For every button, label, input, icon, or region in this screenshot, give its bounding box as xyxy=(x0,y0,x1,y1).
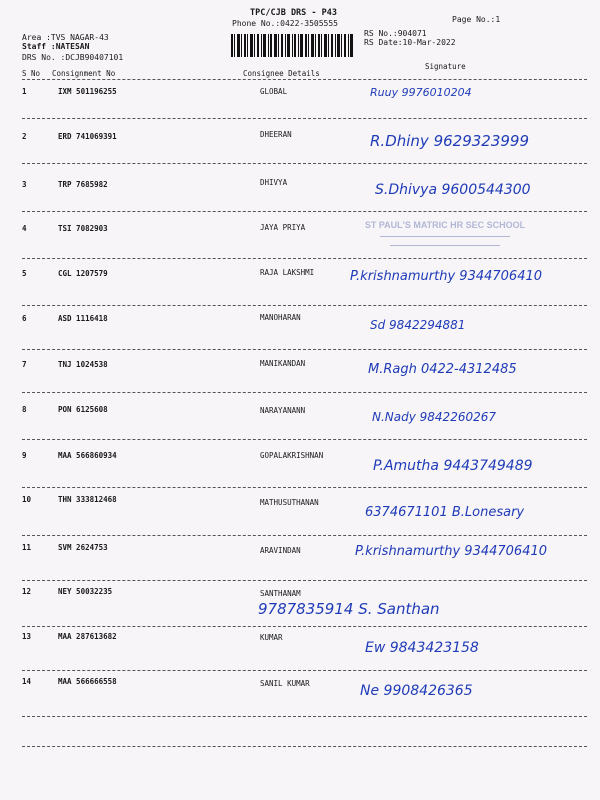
row-signature: 6374671101 B.Lonesary xyxy=(365,505,525,520)
header-divider xyxy=(22,79,587,80)
stamp-text: ST PAUL'S MATRIC HR SEC SCHOOL xyxy=(364,220,526,230)
row-sno: 6 xyxy=(22,314,27,323)
document-title: TPC/CJB DRS - P43 xyxy=(250,8,337,18)
row-signature: 9787835914 S. Santhan xyxy=(258,600,440,618)
staff-label: Staff :NATESAN xyxy=(22,42,90,51)
row-sno: 7 xyxy=(22,360,27,369)
row-consignment: MAA 566666558 xyxy=(58,677,117,686)
row-consignee: DHEERAN xyxy=(260,130,292,139)
row-signature: P.krishnamurthy 9344706410 xyxy=(350,269,543,284)
row-sno: 1 xyxy=(22,87,27,96)
row-consignment: TSI 7082903 xyxy=(58,224,108,233)
row-sno: 10 xyxy=(22,495,32,504)
row-consignment: IXM 501196255 xyxy=(58,87,117,96)
row-consignment: PON 6125608 xyxy=(58,405,108,414)
row-sno: 12 xyxy=(22,587,32,596)
row-signature: N.Nady 9842260267 xyxy=(372,410,497,424)
row-signature: Sd 9842294881 xyxy=(370,318,466,332)
row-consignment: CGL 1207579 xyxy=(58,269,108,278)
row-consignee: MATHUSUTHANAN xyxy=(260,498,319,507)
row-signature: M.Ragh 0422-4312485 xyxy=(368,362,517,377)
footer-divider xyxy=(22,746,587,747)
row-sno: 5 xyxy=(22,269,27,278)
row-sno: 4 xyxy=(22,224,27,233)
barcode-icon xyxy=(231,34,353,57)
row-consignee: SANTHANAM xyxy=(260,589,301,598)
column-consignee: Consignee Details xyxy=(243,69,320,78)
row-consignment: TNJ 1024538 xyxy=(58,360,108,369)
area-label: Area :TVS NAGAR-43 xyxy=(22,33,109,42)
row-consignment: THN 333812468 xyxy=(58,495,117,504)
row-sno: 2 xyxy=(22,132,27,141)
row-sno: 14 xyxy=(22,677,32,686)
page-number: Page No.:1 xyxy=(452,15,501,24)
row-consignment: ASD 1116418 xyxy=(58,314,108,323)
row-consignment: NEY 50032235 xyxy=(58,587,113,596)
row-sno: 9 xyxy=(22,451,27,460)
row-signature: R.Dhiny 9629323999 xyxy=(370,132,530,150)
row-consignment: SVM 2624753 xyxy=(58,543,108,552)
row-consignee: MANIKANDAN xyxy=(260,359,306,368)
header-phone: Phone No.:0422-3505555 xyxy=(232,19,338,28)
row-sno: 3 xyxy=(22,180,27,189)
school-stamp xyxy=(350,220,540,258)
rs-number: RS No.:904071 xyxy=(364,29,427,38)
row-consignment: MAA 287613682 xyxy=(58,632,117,641)
row-sno: 8 xyxy=(22,405,27,414)
row-signature: Ne 9908426365 xyxy=(360,683,473,699)
row-signature: Ruuy 9976010204 xyxy=(370,86,472,99)
row-signature: P.krishnamurthy 9344706410 xyxy=(355,544,548,559)
row-consignee: MANOHARAN xyxy=(260,313,301,322)
row-consignee: NARAYANANN xyxy=(260,406,306,415)
row-consignee: RAJA LAKSHMI xyxy=(260,268,315,277)
column-signature: Signature xyxy=(425,62,466,71)
rs-date: RS Date:10-Mar-2022 xyxy=(364,38,456,47)
row-consignment: TRP 7685982 xyxy=(58,180,108,189)
row-consignee: ARAVINDAN xyxy=(260,546,301,555)
row-consignee: SANIL KUMAR xyxy=(260,679,310,688)
row-signature: P.Amutha 9443749489 xyxy=(373,458,533,474)
column-consignment: Consignment No xyxy=(52,69,116,78)
row-consignment: ERD 741069391 xyxy=(58,132,117,141)
drs-number: DRS No. :DCJB90407101 xyxy=(22,53,124,62)
row-signature: Ew 9843423158 xyxy=(365,640,479,656)
row-consignment: MAA 566860934 xyxy=(58,451,117,460)
row-sno: 11 xyxy=(22,543,32,552)
row-sno: 13 xyxy=(22,632,32,641)
row-consignee: KUMAR xyxy=(260,633,283,642)
row-consignee: JAYA PRIYA xyxy=(260,223,306,232)
row-consignee: GLOBAL xyxy=(260,87,288,96)
row-consignee: GOPALAKRISHNAN xyxy=(260,451,324,460)
row-consignee: DHIVYA xyxy=(260,178,288,187)
row-signature: S.Dhivya 9600544300 xyxy=(375,182,531,198)
column-sno: S No xyxy=(22,69,41,78)
